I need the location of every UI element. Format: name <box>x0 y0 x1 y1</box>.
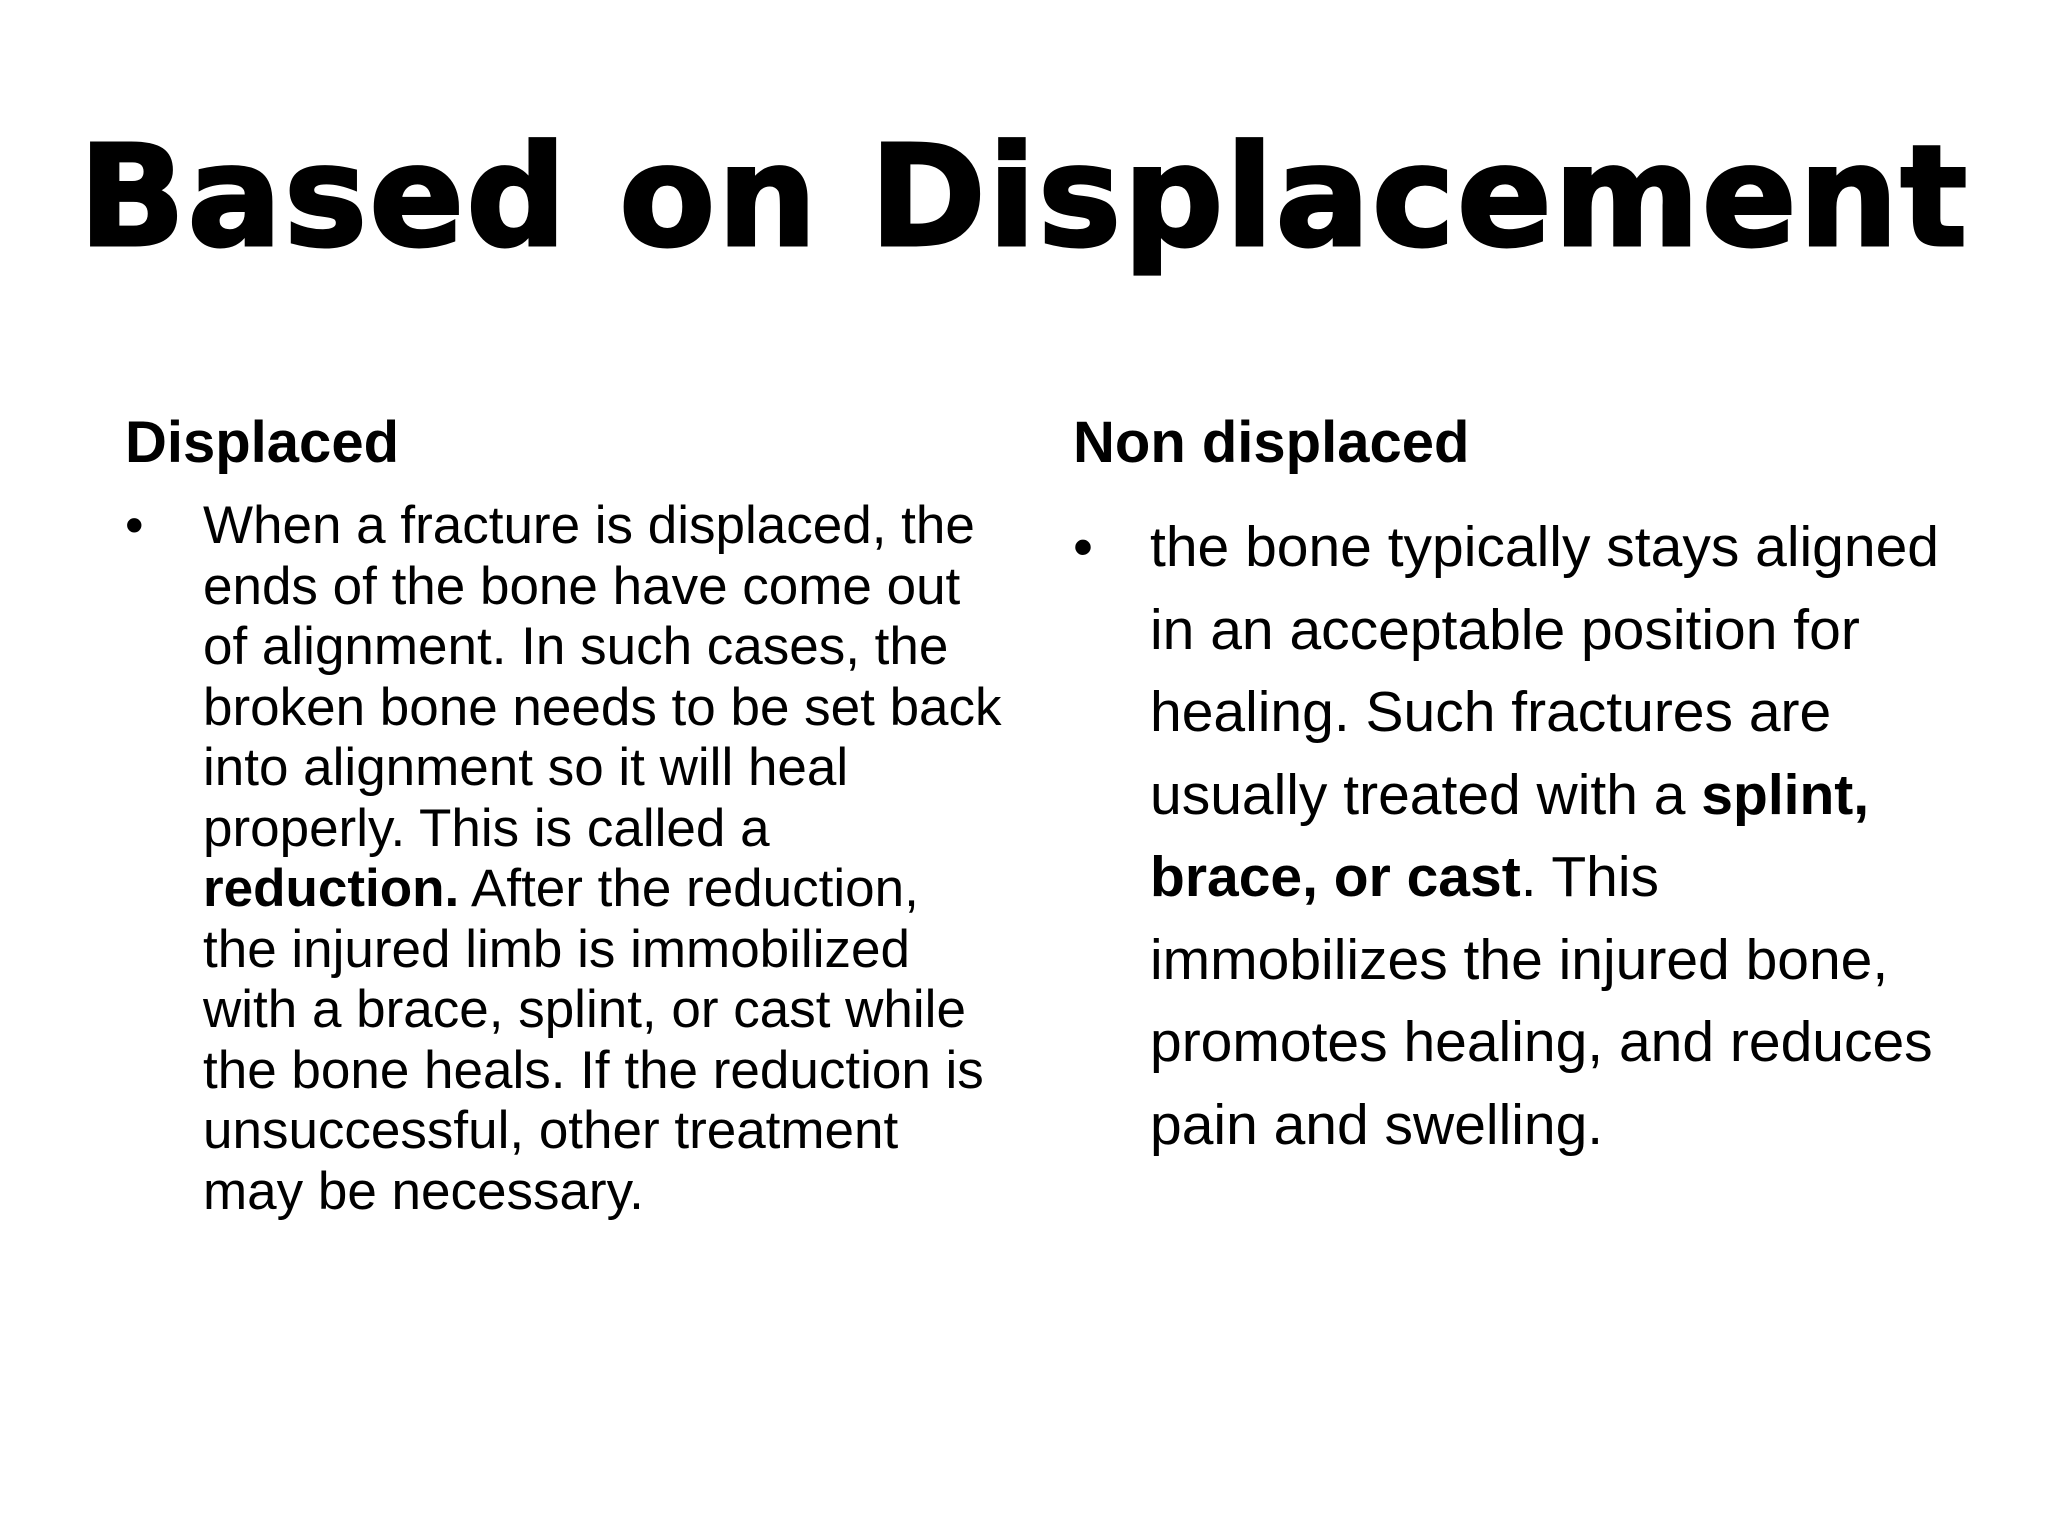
displaced-text-part-2: After the reduction, the injured limb is immobilized with a brace, splint, or cast while the bone heals. If the reduction is unsuccessful, other treatment may be necessary. <box>203 859 984 1221</box>
non-displaced-heading: Non displaced <box>1073 410 1470 475</box>
displaced-heading: Displaced <box>125 410 399 475</box>
non-displaced-text-part-2: . This immobilizes the injured bone, promotes healing, and reduces pain and swelling. <box>1150 845 1933 1157</box>
non-displaced-description <box>1150 506 1970 1166</box>
non-displaced-bold-term: splint, brace, or cast <box>1150 762 1870 909</box>
displaced-text-part-1: When a fracture is displaced, the ends of the bone have come out of alignment. In such cases, the broken bone needs to be set back into alignment so it will heal properly. This is called a <box>203 496 1002 858</box>
bullet-icon: • <box>125 496 144 555</box>
displaced-description <box>203 496 1003 1222</box>
bullet-icon: • <box>1073 515 1093 579</box>
non-displaced-text-part-1: the bone typically stays aligned in an acceptable position for healing. Such fractures are usually treated with a <box>1150 515 1939 827</box>
displaced-bold-term: reduction. <box>203 859 460 918</box>
slide-title: Based on Displacement <box>78 116 1970 279</box>
